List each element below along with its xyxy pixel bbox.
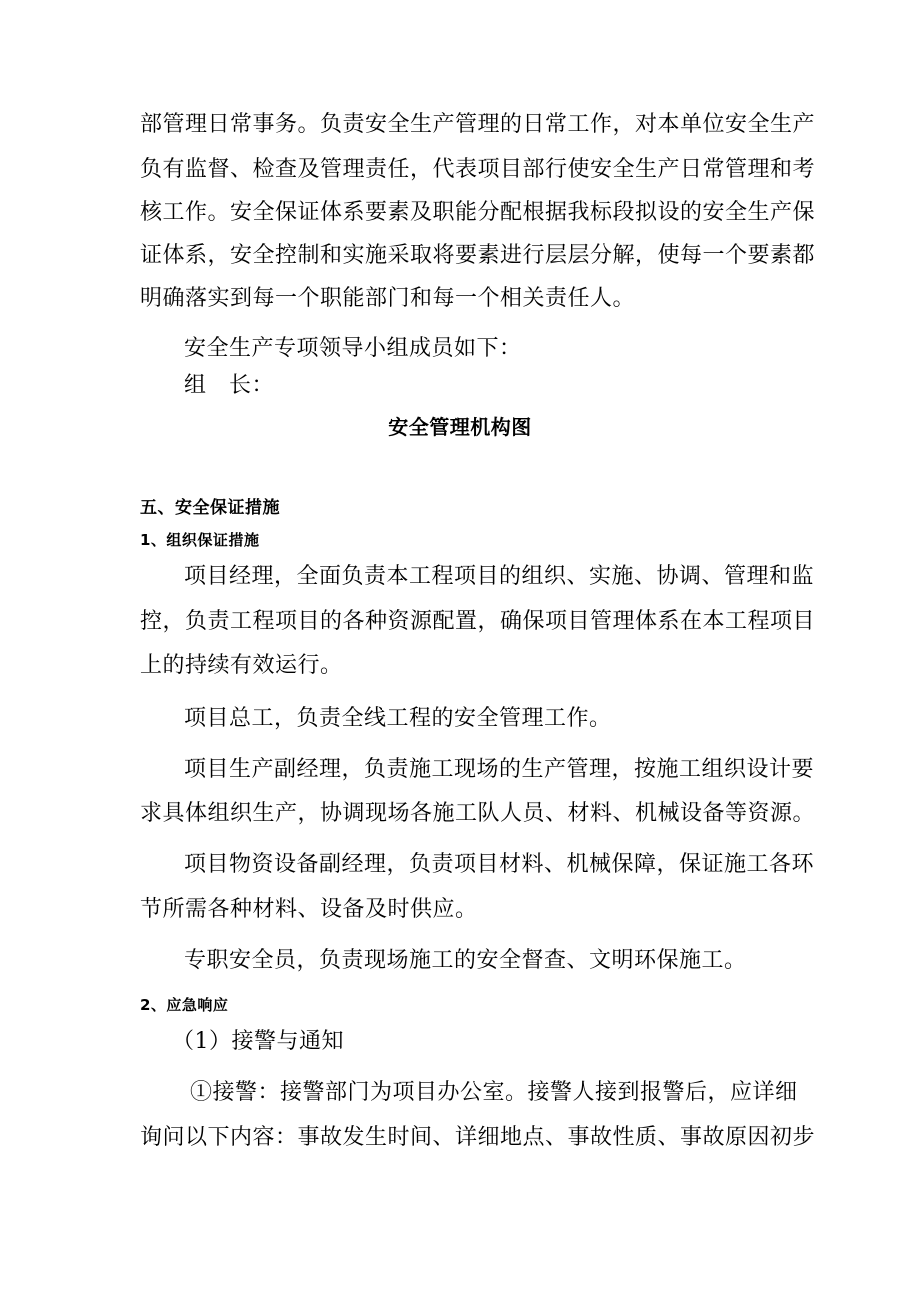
paragraph-line: 项目经理，全面负责本工程项目的组织、实施、协调、管理和监 [184,564,815,589]
org-chart-title: 安全管理机构图 [388,415,532,439]
paragraph-line: 核工作。安全保证体系要素及职能分配根据我标段拟设的安全生产保 [140,200,816,225]
paragraph-line: 负有监督、检查及管理责任，代表项目部行使安全生产日常管理和考 [140,157,816,182]
paragraph-line: 项目物资设备副经理，负责项目材料、机械保障，保证施工各环 [184,852,815,877]
paragraph-line: 部管理日常事务。负责安全生产管理的日常工作，对本单位安全生产 [140,112,816,137]
paragraph-line: 询问以下内容：事故发生时间、详细地点、事故性质、事故原因初步 [140,1125,816,1150]
paragraph-line: ①接警：接警部门为项目办公室。接警人接到报警后，应详细 [190,1080,798,1105]
group-leader-label: 组 长： [184,373,275,398]
paragraph-line: 专职安全员，负责现场施工的安全督查、文明环保施工。 [184,948,747,973]
item-title: （1）接警与通知 [172,1029,344,1054]
paragraph-line: 节所需各种材料、设备及时供应。 [140,897,478,922]
paragraph-line: 上的持续有效运行。 [140,653,343,678]
subsection-heading: 2、应急响应 [140,996,229,1014]
paragraph-line: 求具体组织生产，协调现场各施工队人员、材料、机械设备等资源。 [140,801,816,826]
paragraph-line: 项目生产副经理，负责施工现场的生产管理，按施工组织设计要 [184,757,815,782]
section-heading: 五、安全保证措施 [140,498,280,518]
subsection-heading: 1、组织保证措施 [140,531,260,549]
paragraph-line: 证体系，安全控制和实施采取将要素进行层层分解，使每一个要素都 [140,243,816,268]
paragraph-line: 控，负责工程项目的各种资源配置，确保项目管理体系在本工程项目 [140,609,816,634]
paragraph-line: 项目总工，负责全线工程的安全管理工作。 [184,706,612,731]
paragraph-line: 明确落实到每一个职能部门和每一个相关责任人。 [140,286,636,311]
leading-group-intro: 安全生产专项领导小组成员如下： [184,336,522,361]
